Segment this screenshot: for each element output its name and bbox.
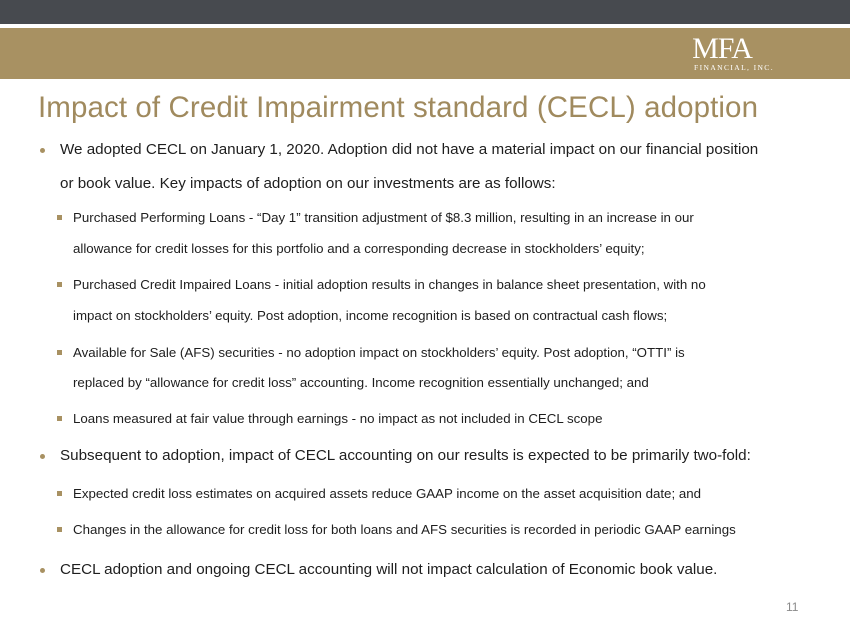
sub-bullet-text: impact on stockholders’ equity. Post adoption, income recognition is based on contractual cash flows; bbox=[73, 308, 668, 323]
bullet-marker bbox=[40, 148, 45, 153]
slide-title: Impact of Credit Impairment standard (CECL) adoption bbox=[38, 91, 759, 124]
sub-bullet-marker bbox=[57, 215, 62, 220]
sub-bullet-text: allowance for credit losses for this portfolio and a corresponding decrease in stockholders’ equity; bbox=[73, 241, 645, 256]
logo-wordmark: MFA bbox=[692, 32, 752, 65]
sub-bullet-text: Expected credit loss estimates on acquired assets reduce GAAP income on the asset acquisition date; and bbox=[73, 486, 702, 501]
sub-bullet-marker bbox=[57, 350, 62, 355]
sub-bullet-marker bbox=[57, 282, 62, 287]
sub-bullet-marker bbox=[57, 527, 62, 532]
bullet-text: or book value. Key impacts of adoption on our investments are as follows: bbox=[60, 175, 556, 192]
bullet-text: Subsequent to adoption, impact of CECL accounting on our results is expected to be primarily two-fold: bbox=[60, 447, 751, 464]
bullet-text: We adopted CECL on January 1, 2020. Adoption did not have a material impact on our financial position bbox=[60, 141, 759, 158]
sub-bullet-text: replaced by “allowance for credit loss” accounting. Income recognition essentially unchanged; and bbox=[73, 375, 649, 390]
bullet-text: CECL adoption and ongoing CECL accounting will not impact calculation of Economic book value. bbox=[60, 561, 718, 578]
sub-bullet-text: Available for Sale (AFS) securities - no adoption impact on stockholders’ equity. Post adoption, “OTTI” is bbox=[73, 345, 685, 360]
logo-subtitle: FINANCIAL, INC. bbox=[694, 63, 774, 72]
bullet-marker bbox=[40, 454, 45, 459]
sub-bullet-marker bbox=[57, 491, 62, 496]
sub-bullet-text: Changes in the allowance for credit loss for both loans and AFS securities is recorded in periodic GAAP earnings bbox=[73, 522, 736, 537]
sub-bullet-text: Purchased Performing Loans - “Day 1” transition adjustment of $8.3 million, resulting in an increase in our bbox=[73, 210, 694, 225]
page-number: 11 bbox=[786, 600, 799, 614]
sub-bullet-text: Purchased Credit Impaired Loans - initial adoption results in changes in balance sheet presentation, with no bbox=[73, 277, 706, 292]
bullet-marker bbox=[40, 568, 45, 573]
sub-bullet-marker bbox=[57, 416, 62, 421]
sub-bullet-text: Loans measured at fair value through earnings - no impact as not included in CECL scope bbox=[73, 411, 603, 426]
